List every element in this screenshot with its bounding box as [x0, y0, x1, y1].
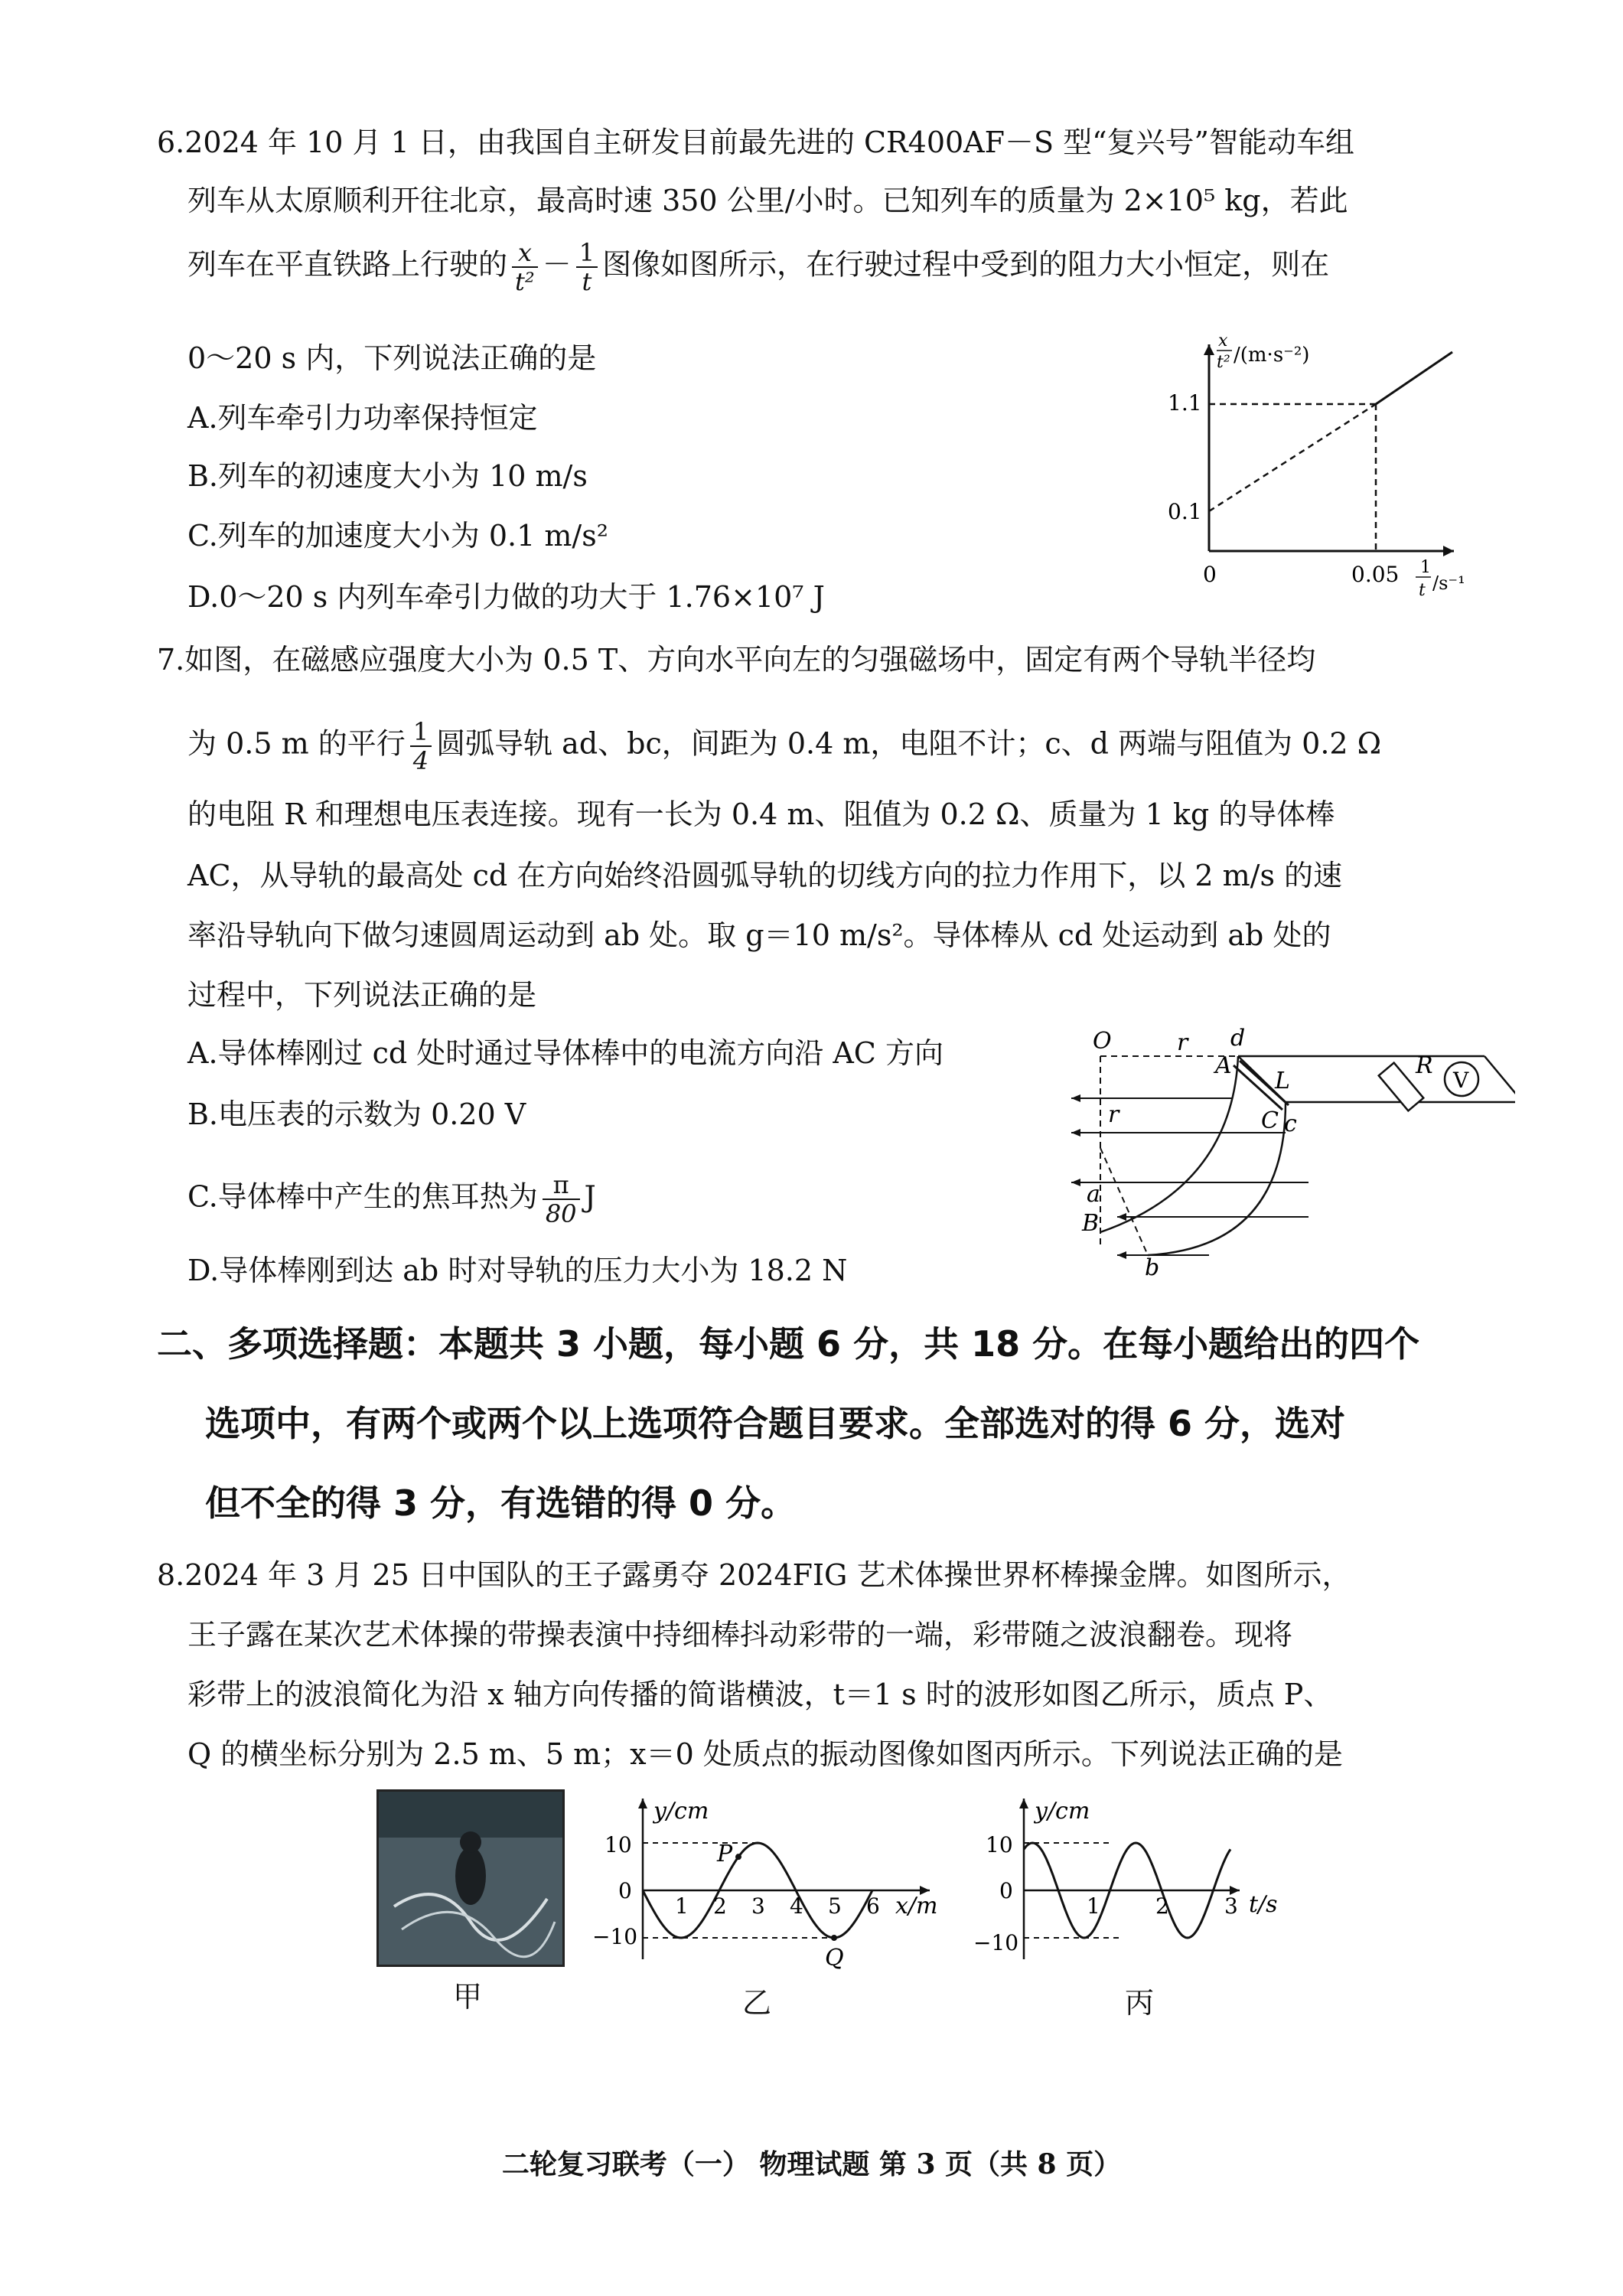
q6-line3-post: 图像如图所示，在行驶过程中受到的阻力大小恒定，则在 [602, 247, 1330, 282]
q7-figure [1056, 1026, 1515, 1278]
q7-option-c-pre: C.导体棒中产生的焦耳热为 [187, 1179, 538, 1214]
section2-line3: 但不全的得 3 分，有选错的得 0 分。 [205, 1482, 797, 1524]
q8-line1: 8.2024 年 3 月 25 日中国队的王子露勇夺 2024FIG 艺术体操世界杯棒操金牌。如图所示， [157, 1558, 1351, 1592]
vibration-graph [972, 1791, 1293, 1982]
vib-ytick-0: 0 [999, 1878, 1013, 1903]
q6-graph-y-den: t² [1217, 353, 1230, 372]
q6-graph [1148, 329, 1500, 620]
caption-jia: 甲 [453, 1980, 483, 2014]
point-P [735, 1854, 741, 1860]
section2-line2: 选项中，有两个或两个以上选项符合题目要求。全部选对的得 6 分，选对 [205, 1403, 1346, 1444]
q7-label-V: V [1453, 1068, 1469, 1093]
wave-xtick-2: 2 [713, 1893, 727, 1919]
q6-line4: 0～20 s 内，下列说法正确的是 [187, 341, 597, 375]
caption-bing: 丙 [1125, 1986, 1155, 2020]
q8-line2: 王子露在某次艺术体操的带操表演中持细棒抖动彩带的一端，彩带随之波浪翻卷。现将 [187, 1618, 1293, 1652]
q7-option-d: D.导体棒刚到达 ab 时对导轨的压力大小为 18.2 N [187, 1254, 848, 1287]
q7-line1: 7.如图，在磁感应强度大小为 0.5 T、方向水平向左的匀强磁场中，固定有两个导轨半径均 [157, 643, 1316, 677]
q7-line6: 过程中，下列说法正确的是 [187, 978, 537, 1012]
q6-line2: 列车从太原顺利开往北京，最高时速 350 公里/小时。已知列车的质量为 2×10⁵ kg，若此 [187, 184, 1348, 217]
q7-label-A: A [1215, 1052, 1232, 1079]
q7-line2-post: 圆弧导轨 ad、bc，间距为 0.4 m，电阻不计；c、d 两端与阻值为 0.2 Ω [436, 726, 1382, 761]
q7-label-B: B [1082, 1210, 1100, 1237]
q7-label-O: O [1093, 1028, 1112, 1055]
vib-ytick-10: 10 [986, 1832, 1013, 1857]
wave-ytick-0: 0 [618, 1878, 632, 1903]
q6-graph-origin: 0 [1203, 562, 1217, 587]
wave-xtick-6: 6 [866, 1893, 880, 1919]
wave-xtick-3: 3 [751, 1893, 765, 1919]
q6-graph-x-label: /s⁻¹ [1432, 572, 1465, 594]
q6-graph-ytick-1-1: 1.1 [1168, 390, 1202, 416]
wave-xtick-5: 5 [828, 1893, 842, 1919]
q7-line3: 的电阻 R 和理想电压表连接。现有一长为 0.4 m、阻值为 0.2 Ω、质量为 1 kg 的导体棒 [187, 797, 1335, 831]
vib-ytick-neg10: −10 [973, 1930, 1019, 1955]
vib-xtick-3: 3 [1224, 1893, 1238, 1919]
q6-frac-1-t: $\frac{1}{t}$ [576, 239, 598, 295]
wave-ytick-neg10: −10 [592, 1924, 638, 1949]
vib-xtick-2: 2 [1155, 1893, 1169, 1919]
vib-xtick-1: 1 [1087, 1893, 1100, 1919]
vib-x-label: t/s [1249, 1891, 1278, 1918]
q7-option-b: B.电压表的示数为 0.20 V [187, 1097, 526, 1131]
page-footer: 二轮复习联考（一） 物理试题 第 3 页（共 8 页） [501, 2148, 1122, 2180]
q7-label-r2: r [1108, 1101, 1119, 1128]
wave-x-label: x/m [895, 1893, 938, 1919]
q6-line3-pre: 列车在平直铁路上行驶的 [187, 247, 508, 282]
caption-yi: 乙 [742, 1986, 772, 2020]
q7-label-c: c [1284, 1110, 1297, 1137]
wave-y-label: y/cm [653, 1798, 709, 1825]
q7-label-d: d [1230, 1026, 1246, 1052]
gymnast-photo-art [379, 1792, 562, 1965]
wave-xtick-1: 1 [675, 1893, 689, 1919]
q6-graph-y-label: /(m·s⁻²) [1234, 344, 1310, 367]
q7-frac-pi-80: $\frac{\pi}{80}$ [543, 1171, 580, 1228]
q6-option-a: A.列车牵引力功率保持恒定 [187, 401, 538, 435]
q7-frac-quarter: $\frac{1}{4}$ [410, 718, 432, 775]
q7-option-a: A.导体棒刚过 cd 处时通过导体棒中的电流方向沿 AC 方向 [187, 1036, 943, 1070]
q7-option-c [187, 1171, 596, 1228]
q6-minus: － [542, 247, 572, 282]
q6-line1: 6.2024 年 10 月 1 日，由我国自主研发目前最先进的 CR400AF－S 型“复兴号”智能动车组 [157, 126, 1354, 159]
label-P: P [717, 1841, 733, 1868]
q6-option-d: D.0～20 s 内列车牵引力做的功大于 1.76×10⁷ J [187, 580, 825, 614]
q6-graph-xtick-0-05: 0.05 [1351, 562, 1400, 587]
wave-xtick-4: 4 [790, 1893, 803, 1919]
q7-label-a: a [1087, 1181, 1100, 1208]
vib-y-label: y/cm [1035, 1798, 1090, 1825]
q7-label-R: R [1416, 1052, 1433, 1079]
wave-ytick-10: 10 [605, 1832, 632, 1857]
q6-graph-x-den: t [1419, 581, 1426, 600]
q7-line2 [187, 718, 1381, 775]
q6-graph-x-num: 1 [1420, 558, 1431, 577]
q7-line2-pre: 为 0.5 m 的平行 [187, 726, 406, 761]
q8-line4: Q 的横坐标分别为 2.5 m、5 m；x＝0 处质点的振动图像如图丙所示。下列说法正确的是 [187, 1737, 1343, 1771]
section2-line1: 二、多项选择题：本题共 3 小题，每小题 6 分，共 18 分。在每小题给出的四个 [157, 1323, 1420, 1365]
q7-line5: 率沿导轨向下做匀速圆周运动到 ab 处。取 g＝10 m/s²。导体棒从 cd 处运动到 ab 处的 [187, 918, 1331, 952]
q6-graph-y-num: x [1218, 331, 1228, 351]
q7-label-b: b [1145, 1254, 1160, 1278]
q7-option-c-post: J [584, 1179, 596, 1214]
label-Q: Q [825, 1945, 844, 1971]
q7-label-C: C [1261, 1107, 1279, 1134]
q6-line3 [187, 239, 1329, 295]
point-Q [831, 1935, 837, 1941]
q6-graph-ytick-0-1: 0.1 [1168, 499, 1202, 524]
q6-frac-x-t2: $\frac{x}{\text{t²}}$ [512, 239, 538, 295]
q6-option-c: C.列车的加速度大小为 0.1 m/s² [187, 519, 608, 553]
q7-label-r: r [1177, 1029, 1188, 1056]
q6-option-b: B.列车的初速度大小为 10 m/s [187, 459, 588, 493]
q7-label-L: L [1275, 1068, 1290, 1094]
q8-line3: 彩带上的波浪简化为沿 x 轴方向传播的简谐横波，t＝1 s 时的波形如图乙所示，质点 P、 [187, 1678, 1333, 1711]
q7-line4: AC，从导轨的最高处 cd 在方向始终沿圆弧导轨的切线方向的拉力作用下，以 2 m/s 的速 [187, 859, 1343, 892]
wave-graph [589, 1791, 949, 1982]
gymnast-photo [376, 1789, 565, 1967]
